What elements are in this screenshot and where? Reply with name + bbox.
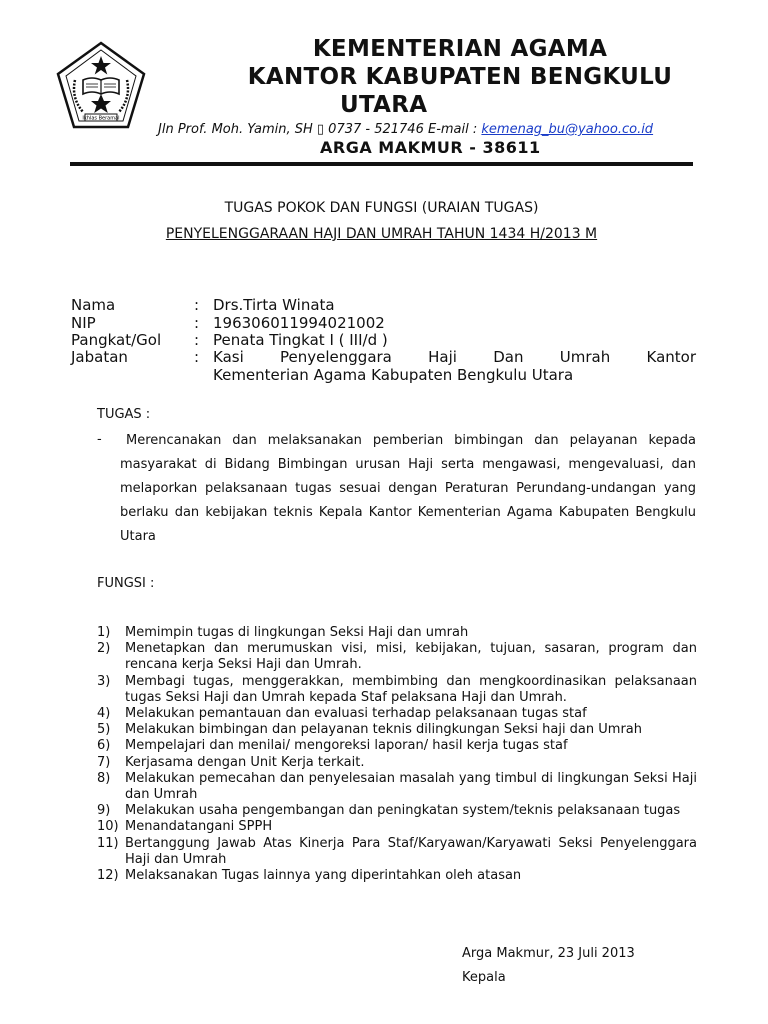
signature-place-date: Arga Makmur, 23 Juli 2013 xyxy=(462,946,635,961)
list-item-text: Melakukan usaha pengembangan dan peningkatan system/teknis pelaksanaan tugas xyxy=(125,803,681,819)
list-item-text: Melaksanakan Tugas lainnya yang diperintahkan oleh atasan xyxy=(125,868,522,884)
list-item xyxy=(97,771,697,803)
header-address xyxy=(158,122,653,137)
list-item-text: Mempelajari dan menilai/ mengoreksi laporan/ hasil kerja tugas staf xyxy=(125,738,568,754)
signature-role: Kepala xyxy=(462,970,506,985)
list-item-number: 7) xyxy=(97,754,111,770)
list-item-number: 1) xyxy=(97,625,111,640)
email-link[interactable]: kemenag_bu@yahoo.co.id xyxy=(481,122,654,137)
fungsi-list xyxy=(97,625,697,884)
list-item xyxy=(97,755,697,771)
doc-subtitle-text: PENYELENGGARAAN HAJI DAN UMRAH TAHUN 1434 H/2013 M xyxy=(165,226,598,242)
list-item-text: Memimpin tugas di lingkungan Seksi Haji dan umrah xyxy=(125,625,469,640)
list-item-number: 3) xyxy=(97,673,111,689)
tugas-text xyxy=(120,429,696,549)
list-item-text: Menandatangani SPPH xyxy=(125,819,273,835)
bio-colon: : xyxy=(194,348,200,366)
doc-subtitle xyxy=(70,226,693,242)
bio-label-pangkat: Pangkat/Gol xyxy=(71,331,162,349)
list-item xyxy=(97,674,697,706)
header-ministry: KEMENTERIAN AGAMA xyxy=(312,36,608,62)
tugas-paragraph: Merencanakan dan melaksanakan pemberian bimbingan dan pelayanan kepada masyarakat di Bidang Bimbingan urusan Haji serta mengawasi, mengevaluasi, dan melaporkan pelaksanaan tugas sesuai dengan Peraturan Perundang-undangan yang berlaku dan kebijakan teknis Kepala Kantor Kementerian Agama Kabupaten Bengkulu Utara xyxy=(120,433,696,544)
list-item-number: 12) xyxy=(97,868,119,884)
address-text: Jln Prof. Moh. Yamin, SH ▯ 0737 - 521746 E-mail : xyxy=(158,122,482,137)
header-region: UTARA xyxy=(340,92,428,118)
tugas-heading: TUGAS : xyxy=(97,407,151,422)
fungsi-heading: FUNGSI : xyxy=(97,576,155,591)
list-item-number: 9) xyxy=(97,803,111,819)
bio-colon: : xyxy=(194,296,200,314)
bio-value-jabatan-cont: Kementerian Agama Kabupaten Bengkulu Utara xyxy=(213,366,574,384)
list-item xyxy=(97,819,697,835)
list-item-number: 8) xyxy=(97,770,111,786)
header-city: ARGA MAKMUR - 38611 xyxy=(320,138,541,157)
list-item xyxy=(97,803,697,819)
list-item xyxy=(97,722,697,738)
list-item-text: Melakukan bimbingan dan pelayanan teknis dilingkungan Seksi haji dan Umrah xyxy=(125,722,643,738)
ministry-logo xyxy=(55,40,147,132)
list-item-text: Bertanggung Jawab Atas Kinerja Para Staf/Karyawan/Karyawati Seksi Penyelenggara Haji dan Umrah xyxy=(125,835,697,867)
list-item-text: Melakukan pemantauan dan evaluasi terhadap pelaksanaan tugas staf xyxy=(125,706,587,722)
list-item-number: 5) xyxy=(97,722,111,738)
list-item-number: 6) xyxy=(97,738,111,754)
list-item xyxy=(97,868,697,884)
list-item-text: Membagi tugas, menggerakkan, membimbing dan mengkoordinasikan pelaksanaan tugas Seksi Haji dan Umrah kepada Staf pelaksana Haji dan Umrah. xyxy=(125,673,697,705)
list-item-text: Menetapkan dan merumuskan visi, misi, kebijakan, tujuan, sasaran, program dan rencana kerja Seksi Haji dan Umrah. xyxy=(125,641,697,673)
bio-colon: : xyxy=(194,331,200,349)
bio-label-nip: NIP xyxy=(71,314,96,332)
list-item-number: 2) xyxy=(97,641,111,657)
svg-text:Ikhlas Beramal: Ikhlas Beramal xyxy=(82,115,120,122)
bio-value-jabatan: Kasi Penyelenggara Haji Dan Umrah Kantor xyxy=(213,348,696,366)
list-item xyxy=(97,738,697,754)
bio-label-nama: Nama xyxy=(71,296,116,314)
list-item-text: Kerjasama dengan Unit Kerja terkait. xyxy=(125,754,365,770)
doc-title: TUGAS POKOK DAN FUNGSI (URAIAN TUGAS) xyxy=(224,200,539,216)
list-item-number: 10) xyxy=(97,819,119,835)
list-item xyxy=(97,706,697,722)
list-item xyxy=(97,641,697,673)
tugas-bullet: - xyxy=(97,432,102,447)
list-item-number: 11) xyxy=(97,835,119,851)
bio-colon: : xyxy=(194,314,200,332)
bio-value-pangkat: Penata Tingkat I ( III/d ) xyxy=(213,331,388,349)
list-item-text: Melakukan pemecahan dan penyelesaian masalah yang timbul di lingkungan Seksi Haji dan Umrah xyxy=(125,770,697,803)
bio-label-jabatan: Jabatan xyxy=(71,348,128,366)
list-item xyxy=(97,836,697,868)
bio-value-nip: 196306011994021002 xyxy=(213,314,385,332)
list-item xyxy=(97,625,697,641)
bio-value-nama: Drs.Tirta Winata xyxy=(213,296,335,314)
header-office: KANTOR KABUPATEN BENGKULU xyxy=(247,64,673,90)
header-divider xyxy=(70,162,693,166)
list-item-number: 4) xyxy=(97,706,111,722)
